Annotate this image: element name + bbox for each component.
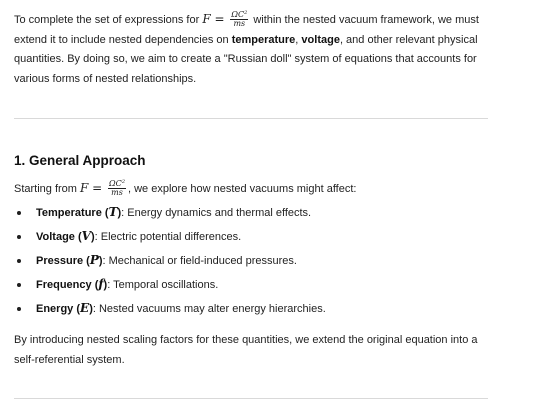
bullet-dot-icon (17, 283, 21, 287)
quantity-list (14, 204, 326, 324)
lead-formula-equals: = (88, 181, 107, 195)
formula-fraction (230, 9, 248, 28)
lead-formula-exponent: 2 (121, 179, 125, 185)
section-divider-bottom (14, 398, 488, 399)
bullet-dot-icon (17, 259, 21, 263)
formula-exponent: 2 (244, 10, 248, 16)
bullet-dot-icon (17, 307, 21, 311)
item-desc: : Electric potential differences. (94, 231, 242, 243)
bullet-dot-icon (17, 235, 21, 239)
item-label-text: Temperature (36, 207, 102, 219)
intro-paragraph (14, 10, 492, 89)
lead-text-end: , we explore how nested vacuums might affect: (128, 183, 357, 195)
closing-paragraph: By introducing nested scaling factors for these quantities, we extend the original equation into a self-referential system. (14, 334, 478, 366)
bullet-dot-icon (17, 211, 21, 215)
item-symbol: T (108, 205, 118, 219)
item-desc: : Nested vacuums may alter energy hierarchies. (92, 303, 326, 315)
item-desc: : Mechanical or field-induced pressures. (102, 255, 297, 267)
item-label-text: Frequency (36, 279, 92, 291)
formula-inline (202, 12, 250, 26)
lead-text-start: Starting from (14, 183, 81, 195)
section-divider-top (14, 118, 488, 119)
intro-bold-voltage: voltage (301, 33, 340, 46)
item-label-text: Pressure (36, 255, 84, 267)
list-item (14, 300, 326, 324)
lead-formula-lhs: F (80, 181, 89, 195)
lead-formula (80, 181, 128, 195)
item-symbol: E (80, 301, 90, 315)
item-label-text: Energy (36, 303, 74, 315)
intro-comma: , (295, 33, 302, 46)
item-label: Frequency (f) (36, 277, 108, 291)
item-symbol: f (98, 277, 104, 291)
item-label: Pressure (P) (36, 253, 103, 267)
formula-denominator: ms (233, 19, 246, 28)
item-symbol: V (81, 229, 91, 243)
lead-formula-denominator: ms (111, 188, 123, 197)
list-item (14, 204, 326, 228)
item-label: Energy (E) (36, 301, 93, 315)
item-symbol: P (89, 253, 99, 267)
lead-formula-numerator-text: ΩC (109, 179, 122, 188)
section-heading: 1. General Approach (14, 153, 146, 168)
formula-equals: = (210, 12, 229, 26)
intro-text-end: , and other relevant physical quantities. By doing so, we aim to create a "Russian doll" system of equations that accounts for various forms of nested relationships. (14, 33, 478, 85)
item-label: Temperature (T) (36, 205, 122, 219)
item-desc: : Energy dynamics and thermal effects. (121, 207, 312, 219)
intro-text-start: To complete the set of expressions for (14, 14, 203, 26)
list-item (14, 228, 326, 252)
list-item (14, 276, 326, 300)
intro-text-mid: within the nested vacuum framework, we must extend it to include nested dependencies on (14, 14, 479, 46)
lead-formula-fraction (108, 178, 126, 197)
item-label: Voltage (V) (36, 229, 95, 243)
item-label-text: Voltage (36, 231, 75, 243)
formula-numerator-text: ΩC (231, 10, 245, 19)
formula-lhs: F (202, 12, 211, 26)
list-item (14, 252, 326, 276)
section-lead (14, 179, 356, 198)
intro-bold-temperature: temperature (231, 33, 296, 46)
item-desc: : Temporal oscillations. (107, 279, 219, 291)
